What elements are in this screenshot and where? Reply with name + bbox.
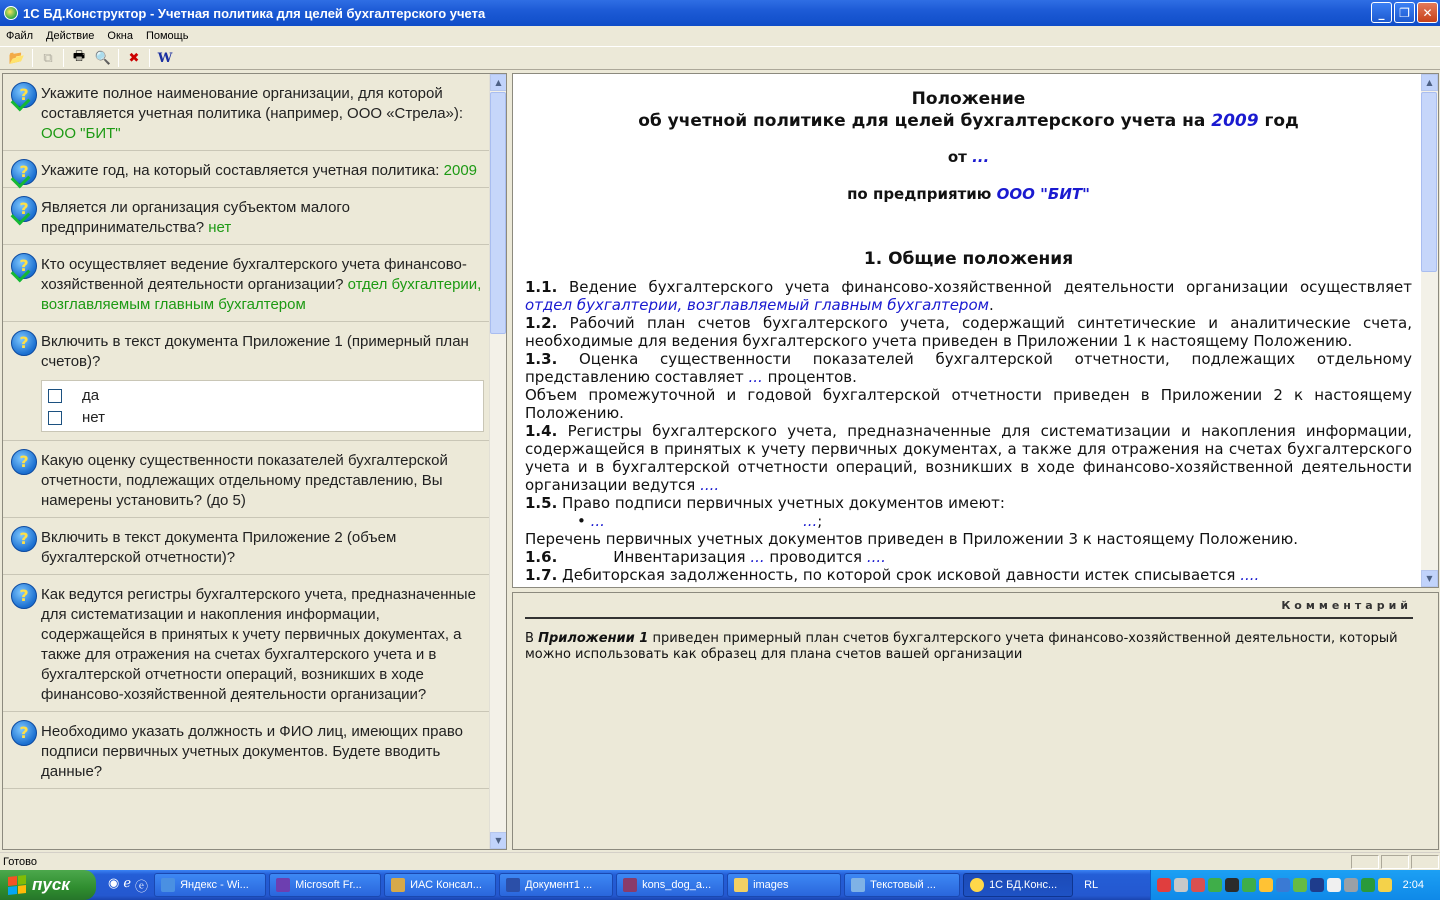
paragraph-1-7: 1.7. Дебиторская задолженность, по которой срок исковой давности истек списывается .... bbox=[525, 566, 1260, 584]
start-label: пуск bbox=[32, 875, 70, 894]
print-preview-icon[interactable]: 🔍 bbox=[94, 50, 112, 66]
question-text: Является ли организация субъектом малого предпринимательства? bbox=[41, 199, 350, 236]
windows-logo-icon bbox=[8, 875, 26, 895]
question-text: Включить в текст документа Приложение 2 (объем бухгалтерской отчетности)? bbox=[41, 529, 397, 566]
app-icon bbox=[276, 878, 290, 892]
task-rar[interactable] bbox=[616, 873, 724, 897]
task-label: ИАС Консал... bbox=[410, 879, 482, 891]
copy-icon[interactable]: ⧉ bbox=[43, 50, 53, 66]
answer-options bbox=[41, 380, 484, 432]
system-tray bbox=[1150, 870, 1440, 900]
menu-bar bbox=[0, 26, 1440, 45]
question-answered-icon: ? bbox=[11, 82, 37, 108]
question-icon: ? bbox=[11, 330, 37, 356]
scroll-down-icon[interactable]: ▼ bbox=[1421, 570, 1438, 587]
question-item[interactable] bbox=[3, 712, 490, 789]
tray-icon[interactable] bbox=[1310, 878, 1324, 892]
comment-panel bbox=[512, 592, 1439, 850]
status-cell bbox=[1351, 855, 1379, 869]
tray-icon[interactable] bbox=[1259, 878, 1273, 892]
menu-file[interactable]: Файл bbox=[6, 29, 34, 42]
tray-icon[interactable] bbox=[1361, 878, 1375, 892]
tray-icon[interactable] bbox=[1191, 878, 1205, 892]
question-item[interactable] bbox=[3, 518, 490, 575]
doc-company-value: ООО "БИТ" bbox=[996, 185, 1090, 203]
folder-icon bbox=[734, 878, 748, 892]
question-text: Укажите год, на который составляется учетная политика: bbox=[41, 162, 444, 179]
tray-icon[interactable] bbox=[1225, 878, 1239, 892]
question-item[interactable] bbox=[3, 575, 490, 712]
doc-company-label: по предприятию bbox=[847, 185, 997, 203]
status-text: Готово bbox=[3, 855, 37, 868]
question-item[interactable] bbox=[3, 245, 490, 322]
task-ias[interactable] bbox=[384, 873, 496, 897]
app-icon bbox=[4, 6, 18, 20]
window-title: 1С БД.Конструктор - Учетная политика для целей бухгалтерского учета bbox=[23, 5, 486, 21]
question-icon: ? bbox=[11, 720, 37, 746]
task-text[interactable] bbox=[844, 873, 960, 897]
paragraph-1-5: 1.5. Право подписи первичных учетных документов имеют: bbox=[525, 494, 1005, 512]
question-item[interactable] bbox=[3, 441, 490, 518]
signer-bullet: • ... ...; bbox=[577, 512, 823, 530]
question-item[interactable] bbox=[3, 151, 490, 188]
answer-text[interactable]: 2009 bbox=[443, 162, 478, 179]
word-icon bbox=[506, 878, 520, 892]
doc-subtitle bbox=[525, 110, 1412, 132]
task-images[interactable] bbox=[727, 873, 841, 897]
tray-icon[interactable] bbox=[1174, 878, 1188, 892]
task-1c-active[interactable] bbox=[963, 873, 1073, 897]
question-text: Какую оценку существенности показателей бухгалтерской отчетности, подлежащих отдельному представлению, Вы намерены установить? (до 5) bbox=[41, 452, 448, 509]
answer-text[interactable]: отдел бухгалтерии, возглавляемым главным бухгалтером bbox=[41, 276, 482, 313]
minimize-button[interactable]: _ bbox=[1371, 2, 1392, 23]
question-item[interactable] bbox=[3, 188, 490, 245]
question-item[interactable] bbox=[3, 74, 490, 151]
doc-date bbox=[525, 148, 1412, 166]
tray-icon[interactable] bbox=[1157, 878, 1171, 892]
questions-panel bbox=[2, 73, 507, 850]
section-heading: 1. Общие положения bbox=[863, 249, 1074, 269]
ie-icon[interactable]: ℯ bbox=[123, 875, 132, 891]
task-label: Яндекс - Wi... bbox=[180, 879, 249, 891]
paragraph-1-1: 1.1. Ведение бухгалтерского учета финансово-хозяйственной деятельности организации осуществляет отдел бухгалтерии, возглавляемый главным бухгалтером. bbox=[525, 278, 1412, 314]
print-icon[interactable]: 🖶 bbox=[72, 49, 86, 64]
questions-scrollbar[interactable] bbox=[489, 74, 506, 849]
question-text: Кто осуществляет ведение бухгалтерского учета финансово-хозяйственной деятельности организации? bbox=[41, 256, 467, 293]
document-body bbox=[525, 88, 1412, 584]
question-icon: ? bbox=[11, 583, 37, 609]
question-text: Укажите полное наименование организации, для которой составляется учетная политика (например, ООО «Стрела»): bbox=[41, 85, 464, 122]
questions-list bbox=[3, 74, 490, 849]
option-yes[interactable] bbox=[46, 385, 479, 407]
question-answered-icon: ? bbox=[11, 159, 37, 185]
task-yandex[interactable] bbox=[154, 873, 266, 897]
document-icon bbox=[851, 878, 865, 892]
paragraph-1-4: 1.4. Регистры бухгалтерского учета, предназначенные для систематизации и накопления информации, содержащейся в принятых к учету первичных документах, а также для отражения на счетах бухгалтерского учета и в бухгалтерской отчетности операций, возникших в ходе финансово-хозяйственной деятельности организации ведутся .... bbox=[525, 422, 1412, 494]
option-no[interactable] bbox=[46, 407, 479, 429]
menu-windows[interactable]: Окна bbox=[107, 29, 133, 42]
restore-button[interactable]: ❐ bbox=[1394, 2, 1415, 23]
question-item-active[interactable] bbox=[3, 322, 490, 441]
checkbox-yes[interactable] bbox=[48, 389, 62, 403]
task-label: Microsoft Fr... bbox=[295, 879, 362, 891]
word-export-icon[interactable]: W bbox=[157, 50, 173, 66]
doc-date-value: ... bbox=[972, 148, 990, 166]
status-bar bbox=[0, 852, 1440, 870]
doc-title: Положение bbox=[911, 89, 1026, 109]
checkbox-no[interactable] bbox=[48, 411, 62, 425]
paragraph-1-3b: Объем промежуточной и годовой бухгалтерской отчетности приведен в Приложении 2 к настоящему Положению. bbox=[525, 386, 1412, 422]
app-icon bbox=[970, 878, 984, 892]
language-indicator[interactable]: RL bbox=[1084, 879, 1099, 891]
comment-title: Комментарий bbox=[1281, 599, 1412, 612]
clock[interactable]: 2:04 bbox=[1402, 879, 1424, 891]
status-cell bbox=[1411, 855, 1439, 869]
paragraph-1-5b: Перечень первичных учетных документов приведен в Приложении 3 к настоящему Положению. bbox=[525, 530, 1299, 548]
comment-scrollbar[interactable] bbox=[1421, 593, 1438, 849]
question-answered-icon: ? bbox=[11, 253, 37, 279]
quick-launch bbox=[96, 876, 154, 895]
tray-icon[interactable] bbox=[1293, 878, 1307, 892]
paragraph-1-3: 1.3. Оценка существенности показателей бухгалтерской отчетности, подлежащих отдельному представлению составляет ... процентов. bbox=[525, 350, 1412, 386]
question-text: Необходимо указать должность и ФИО лиц, имеющих право подписи первичных учетных документов. Будете вводить данные? bbox=[41, 723, 463, 780]
task-label: 1С БД.Конс... bbox=[989, 879, 1058, 891]
start-button[interactable] bbox=[0, 870, 96, 900]
app-icon bbox=[391, 878, 405, 892]
paragraph-1-6: 1.6. Инвентаризация ... проводится .... bbox=[525, 548, 886, 566]
tray-icon[interactable] bbox=[1344, 878, 1358, 892]
comment-divider bbox=[525, 617, 1413, 619]
task-label: Текстовый ... bbox=[870, 879, 936, 891]
task-microsoft[interactable] bbox=[269, 873, 381, 897]
tray-icon[interactable] bbox=[1276, 878, 1290, 892]
doc-date-label: от bbox=[947, 148, 973, 166]
scroll-thumb[interactable] bbox=[490, 92, 506, 334]
document-preview bbox=[512, 73, 1439, 588]
document-scrollbar[interactable] bbox=[1421, 74, 1438, 587]
task-label: images bbox=[753, 879, 789, 891]
doc-subtitle-end: год bbox=[1258, 111, 1299, 131]
task-word[interactable] bbox=[499, 873, 613, 897]
archive-icon bbox=[623, 878, 637, 892]
status-cell bbox=[1381, 855, 1409, 869]
scroll-down-icon[interactable]: ▼ bbox=[490, 832, 507, 849]
task-label: kons_dog_a... bbox=[642, 879, 712, 891]
question-answered-icon: ? bbox=[11, 196, 37, 222]
browser-icon[interactable]: ⓔ bbox=[135, 879, 149, 895]
doc-company bbox=[525, 185, 1412, 203]
ie-icon bbox=[161, 878, 175, 892]
scroll-thumb[interactable] bbox=[1421, 92, 1437, 272]
question-text: Включить в текст документа Приложение 1 (примерный план счетов)? bbox=[41, 333, 469, 370]
tray-icon[interactable] bbox=[1378, 878, 1392, 892]
answer-text[interactable]: нет bbox=[208, 219, 232, 236]
option-no-label: нет bbox=[82, 409, 105, 426]
tray-icon[interactable] bbox=[1327, 878, 1341, 892]
question-text: Как ведутся регистры бухгалтерского учета, предназначенные для систематизации и накопления информации, содержащейся в принятых к учету первичных документах, а также для отражения на счетах бухгалтерского учета и в бухгалтерской отчетности операций, возникших в ходе финансово-хозяйственной деятельности организации? bbox=[41, 586, 476, 703]
toolbar bbox=[0, 46, 1440, 70]
task-label: Документ1 ... bbox=[525, 879, 593, 891]
comment-text: В Приложении 1 приведен примерный план счетов бухгалтерского учета финансово-хозяйственной деятельности, который можно использовать как образец для плана счетов вашей организации bbox=[525, 631, 1398, 662]
menu-help[interactable]: Помощь bbox=[145, 29, 189, 42]
doc-year: 2009 bbox=[1211, 111, 1259, 131]
title-bar bbox=[0, 0, 1440, 26]
delete-document-icon[interactable]: ✖ bbox=[128, 50, 140, 66]
tray-icon[interactable] bbox=[1242, 878, 1256, 892]
open-folder-icon[interactable]: 📂 bbox=[8, 50, 26, 66]
question-icon: ? bbox=[11, 526, 37, 552]
tray-icon[interactable] bbox=[1208, 878, 1222, 892]
option-yes-label: да bbox=[82, 387, 100, 404]
close-button[interactable]: ✕ bbox=[1417, 2, 1438, 23]
doc-subtitle-text: об учетной политике для целей бухгалтерского учета на bbox=[638, 111, 1212, 131]
taskbar bbox=[0, 870, 1440, 900]
scroll-up-icon[interactable]: ▲ bbox=[1421, 74, 1438, 91]
paragraph-1-2: 1.2. Рабочий план счетов бухгалтерского учета, содержащий синтетические и аналитические счета, необходимые для ведения бухгалтерского учета приведен в Приложении 1 к настоящему Положению. bbox=[525, 314, 1412, 350]
scroll-up-icon[interactable]: ▲ bbox=[490, 74, 507, 91]
answer-text[interactable]: ООО "БИТ" bbox=[41, 125, 121, 142]
menu-action[interactable]: Действие bbox=[46, 29, 95, 42]
media-icon[interactable]: ◉ bbox=[108, 875, 120, 891]
question-icon: ? bbox=[11, 449, 37, 475]
